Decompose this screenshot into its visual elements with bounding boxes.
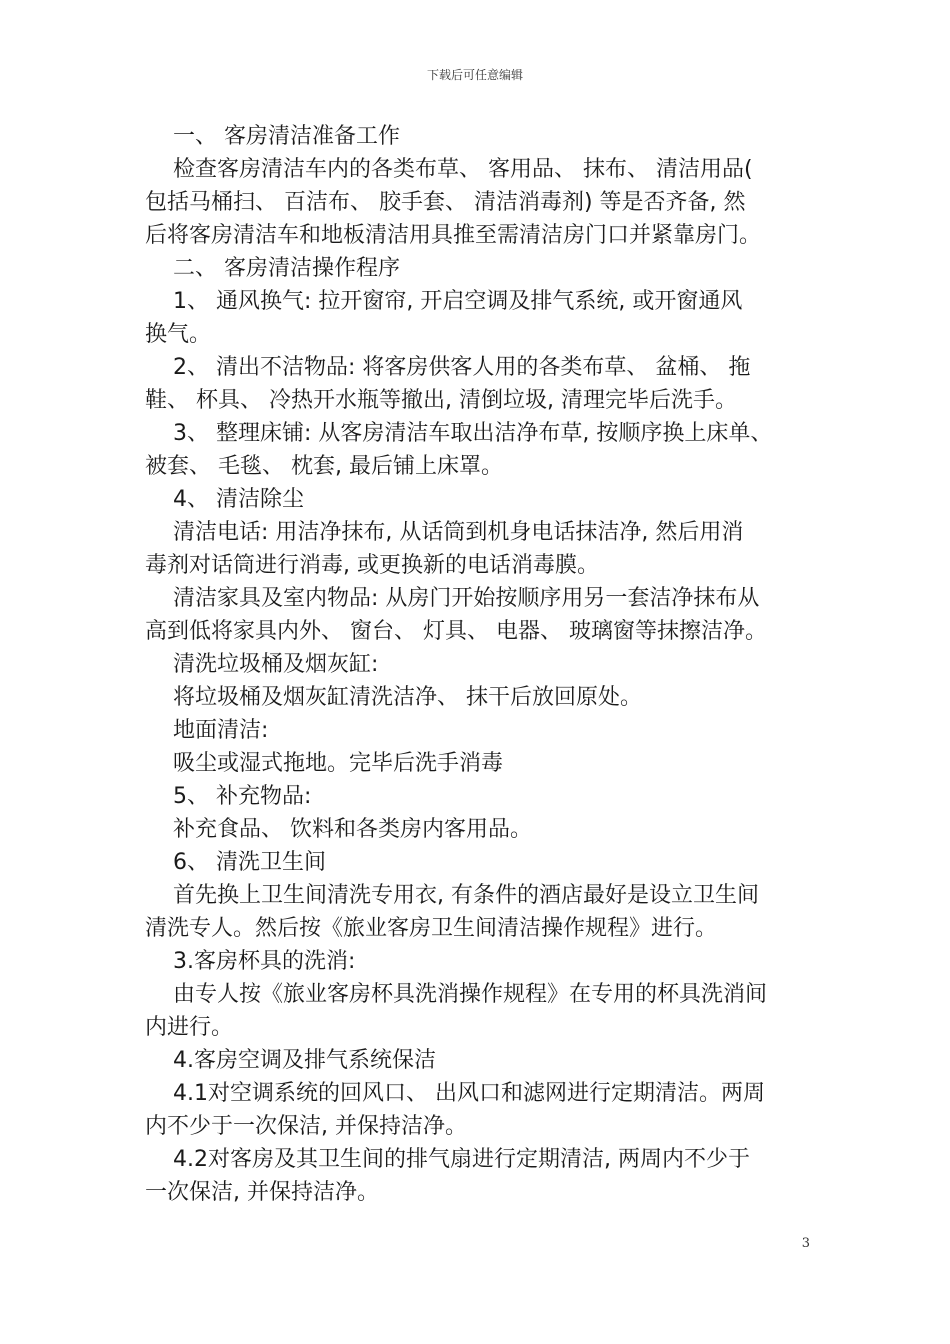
text-line: 一次保洁, 并保持洁净。	[145, 1180, 379, 1205]
text-line: 被套、 毛毯、 枕套, 最后铺上床罩。	[145, 454, 503, 479]
text-line: 补充食品、 饮料和各类房内客用品。	[173, 817, 532, 842]
text-line: 2、 清出不洁物品: 将客房供客人用的各类布草、 盆桶、 拖	[173, 355, 751, 380]
text-line: 检查客房清洁车内的各类布草、 客用品、 抹布、 清洁用品(	[173, 157, 753, 182]
text-line: 清洁家具及室内物品: 从房门开始按顺序用另一套洁净抹布从	[173, 586, 760, 611]
text-line: 高到低将家具内外、 窗台、 灯具、 电器、 玻璃窗等抹擦洁净。	[145, 619, 767, 644]
text-line: 后将客房清洁车和地板清洁用具推至需清洁房门口并紧靠房门。	[145, 223, 762, 248]
text-line: 4.1对空调系统的回风口、 出风口和滤网进行定期清洁。两周	[173, 1081, 765, 1106]
text-line: 由专人按《旅业客房杯具洗消操作规程》在专用的杯具洗消间	[173, 982, 768, 1007]
page-header: 下载后可任意编辑	[426, 68, 523, 82]
text-line: 包括马桶扫、 百洁布、 胶手套、 清洁消毒剂) 等是否齐备, 然	[145, 190, 746, 215]
text-line: 内不少于一次保洁, 并保持洁净。	[145, 1114, 467, 1139]
text-line: 换气。	[145, 322, 212, 347]
text-line: 3、 整理床铺: 从客房清洁车取出洁净布草, 按顺序换上床单、	[173, 421, 773, 446]
text-line: 清洁电话: 用洁净抹布, 从话筒到机身电话抹洁净, 然后用消	[173, 520, 744, 545]
text-line: 地面清洁:	[173, 718, 269, 743]
text-line: 4.2对客房及其卫生间的排气扇进行定期清洁, 两周内不少于	[173, 1147, 750, 1172]
text-line: 吸尘或湿式拖地。完毕后洗手消毒	[173, 751, 504, 776]
text-line: 首先换上卫生间清洗专用衣, 有条件的酒店最好是设立卫生间	[173, 883, 759, 908]
text-line: 内进行。	[145, 1015, 234, 1040]
page-number: 3	[801, 1236, 810, 1251]
text-line: 将垃圾桶及烟灰缸清洗洁净、 抹干后放回原处。	[173, 685, 642, 710]
text-line: 3.客房杯具的洗消:	[173, 949, 356, 974]
text-line: 6、 清洗卫生间	[173, 850, 326, 875]
text-line: 毒剂对话筒进行消毒, 或更换新的电话消毒膜。	[145, 553, 599, 578]
text-line: 二、 客房清洁操作程序	[173, 256, 400, 281]
text-line: 4、 清洁除尘	[173, 487, 304, 512]
text-line: 5、 补充物品:	[173, 784, 312, 809]
text-line: 鞋、 杯具、 冷热开水瓶等撤出, 清倒垃圾, 清理完毕后洗手。	[145, 388, 737, 413]
document-body	[145, 120, 810, 1209]
text-line: 4.客房空调及排气系统保洁	[173, 1048, 436, 1073]
text-line: 一、 客房清洁准备工作	[173, 124, 400, 149]
text-line: 清洗专人。然后按《旅业客房卫生间清洁操作规程》进行。	[145, 916, 718, 941]
text-line: 清洗垃圾桶及烟灰缸:	[173, 652, 379, 677]
text-line: 1、 通风换气: 拉开窗帘, 开启空调及排气系统, 或开窗通风	[173, 289, 743, 314]
